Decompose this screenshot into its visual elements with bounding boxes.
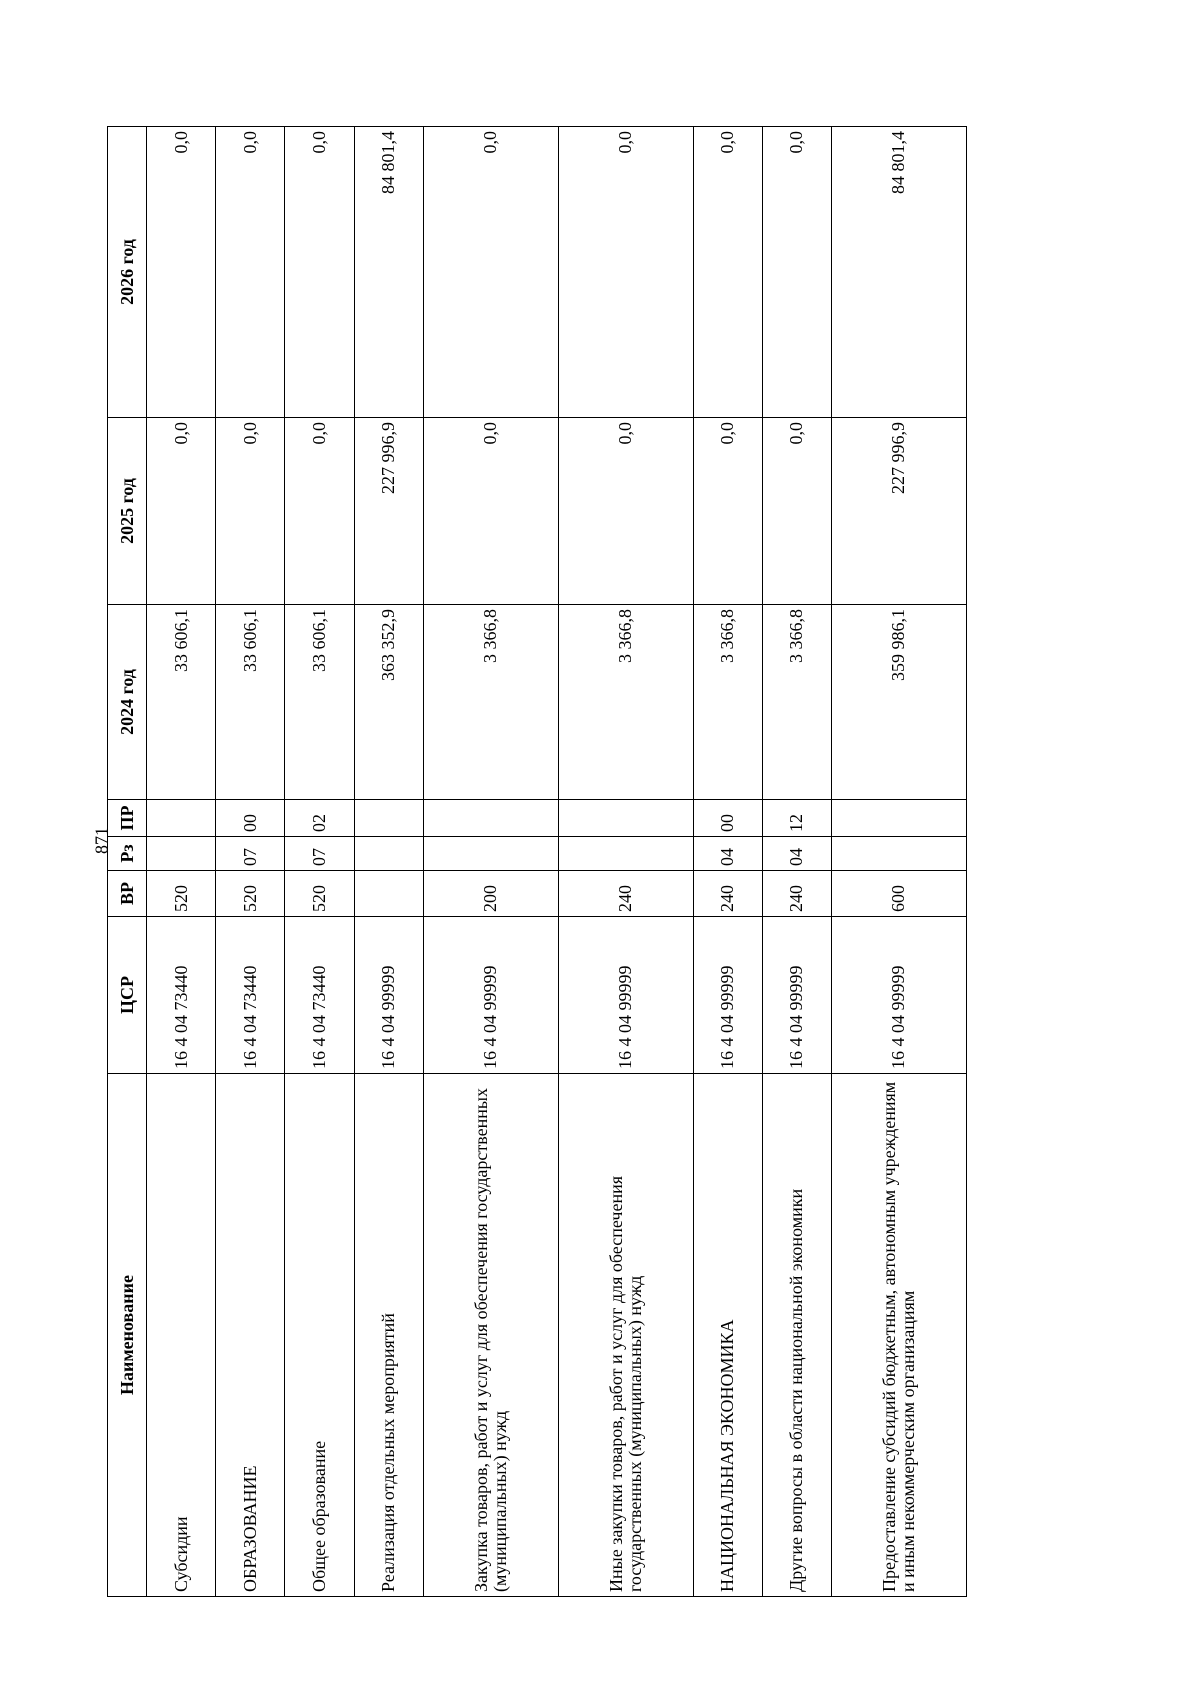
row-csr: 16 4 04 73440 bbox=[216, 917, 285, 1074]
col-name-header: Наименование bbox=[108, 1074, 147, 1597]
row-pr: 00 bbox=[693, 800, 762, 837]
row-2025: 227 996,9 bbox=[354, 418, 423, 605]
row-name: Предоставление субсидий бюджетным, автономным учреждениям и иным некоммерческим организациям bbox=[831, 1074, 966, 1597]
row-2025: 0,0 bbox=[147, 418, 216, 605]
row-rz: 07 bbox=[216, 837, 285, 871]
row-pr bbox=[423, 800, 558, 837]
row-pr bbox=[147, 800, 216, 837]
page-number: 871 bbox=[91, 827, 112, 854]
row-name: ОБРАЗОВАНИЕ bbox=[216, 1074, 285, 1597]
row-2025: 0,0 bbox=[423, 418, 558, 605]
row-vr: 520 bbox=[147, 871, 216, 917]
row-2024: 33 606,1 bbox=[216, 605, 285, 800]
row-name: Закупка товаров, работ и услуг для обеспечения государственных (муниципальных) нужд bbox=[423, 1074, 558, 1597]
row-2025: 0,0 bbox=[762, 418, 831, 605]
row-rz bbox=[831, 837, 966, 871]
row-csr: 16 4 04 73440 bbox=[285, 917, 354, 1074]
row-2026: 0,0 bbox=[216, 127, 285, 418]
table-row bbox=[558, 127, 693, 1597]
row-2024: 3 366,8 bbox=[558, 605, 693, 800]
col-2026-header: 2026 год bbox=[108, 127, 147, 418]
row-vr bbox=[354, 871, 423, 917]
row-csr: 16 4 04 73440 bbox=[147, 917, 216, 1074]
row-rz bbox=[558, 837, 693, 871]
row-2025: 0,0 bbox=[693, 418, 762, 605]
row-2025: 0,0 bbox=[285, 418, 354, 605]
col-2025-header: 2025 год bbox=[108, 418, 147, 605]
table-row bbox=[354, 127, 423, 1597]
row-pr: 12 bbox=[762, 800, 831, 837]
row-csr: 16 4 04 99999 bbox=[831, 917, 966, 1074]
row-vr: 240 bbox=[762, 871, 831, 917]
row-2024: 363 352,9 bbox=[354, 605, 423, 800]
budget-table bbox=[107, 126, 967, 1597]
row-rz: 07 bbox=[285, 837, 354, 871]
row-vr: 240 bbox=[558, 871, 693, 917]
row-name: НАЦИОНАЛЬНАЯ ЭКОНОМИКА bbox=[693, 1074, 762, 1597]
table-row bbox=[285, 127, 354, 1597]
row-csr: 16 4 04 99999 bbox=[558, 917, 693, 1074]
row-2026: 0,0 bbox=[693, 127, 762, 418]
row-2026: 0,0 bbox=[558, 127, 693, 418]
header-row bbox=[108, 127, 147, 1597]
row-vr: 240 bbox=[693, 871, 762, 917]
table-row bbox=[693, 127, 762, 1597]
row-name: Иные закупки товаров, работ и услуг для обеспечения государственных (муниципальных) нужд bbox=[558, 1074, 693, 1597]
row-name: Общее образование bbox=[285, 1074, 354, 1597]
row-csr: 16 4 04 99999 bbox=[693, 917, 762, 1074]
row-2024: 3 366,8 bbox=[693, 605, 762, 800]
col-rz-header: Рз bbox=[108, 837, 147, 871]
row-2026: 0,0 bbox=[423, 127, 558, 418]
table-row bbox=[423, 127, 558, 1597]
table-row bbox=[762, 127, 831, 1597]
table-row bbox=[147, 127, 216, 1597]
row-2024: 359 986,1 bbox=[831, 605, 966, 800]
row-2026: 84 801,4 bbox=[831, 127, 966, 418]
row-vr: 520 bbox=[216, 871, 285, 917]
row-csr: 16 4 04 99999 bbox=[354, 917, 423, 1074]
row-rz bbox=[423, 837, 558, 871]
row-pr bbox=[558, 800, 693, 837]
row-csr: 16 4 04 99999 bbox=[762, 917, 831, 1074]
row-pr bbox=[354, 800, 423, 837]
row-pr bbox=[831, 800, 966, 837]
row-name: Реализация отдельных мероприятий bbox=[354, 1074, 423, 1597]
table-row bbox=[216, 127, 285, 1597]
col-csr-header: ЦСР bbox=[108, 917, 147, 1074]
table-body bbox=[147, 127, 967, 1597]
row-vr: 200 bbox=[423, 871, 558, 917]
row-2026: 0,0 bbox=[285, 127, 354, 418]
row-rz: 04 bbox=[693, 837, 762, 871]
col-vr-header: ВР bbox=[108, 871, 147, 917]
row-2026: 84 801,4 bbox=[354, 127, 423, 418]
row-csr: 16 4 04 99999 bbox=[423, 917, 558, 1074]
row-2024: 3 366,8 bbox=[762, 605, 831, 800]
table-row bbox=[831, 127, 966, 1597]
row-vr: 600 bbox=[831, 871, 966, 917]
row-name: Другие вопросы в области национальной экономики bbox=[762, 1074, 831, 1597]
row-2025: 227 996,9 bbox=[831, 418, 966, 605]
row-2026: 0,0 bbox=[147, 127, 216, 418]
budget-table-sheet bbox=[107, 127, 967, 1597]
col-2024-header: 2024 год bbox=[108, 605, 147, 800]
row-vr: 520 bbox=[285, 871, 354, 917]
row-rz bbox=[354, 837, 423, 871]
row-rz: 04 bbox=[762, 837, 831, 871]
row-pr: 02 bbox=[285, 800, 354, 837]
row-pr: 00 bbox=[216, 800, 285, 837]
row-2025: 0,0 bbox=[558, 418, 693, 605]
row-2024: 33 606,1 bbox=[285, 605, 354, 800]
row-2026: 0,0 bbox=[762, 127, 831, 418]
row-rz bbox=[147, 837, 216, 871]
col-pr-header: ПР bbox=[108, 800, 147, 837]
row-2024: 3 366,8 bbox=[423, 605, 558, 800]
row-name: Субсидии bbox=[147, 1074, 216, 1597]
row-2024: 33 606,1 bbox=[147, 605, 216, 800]
row-2025: 0,0 bbox=[216, 418, 285, 605]
